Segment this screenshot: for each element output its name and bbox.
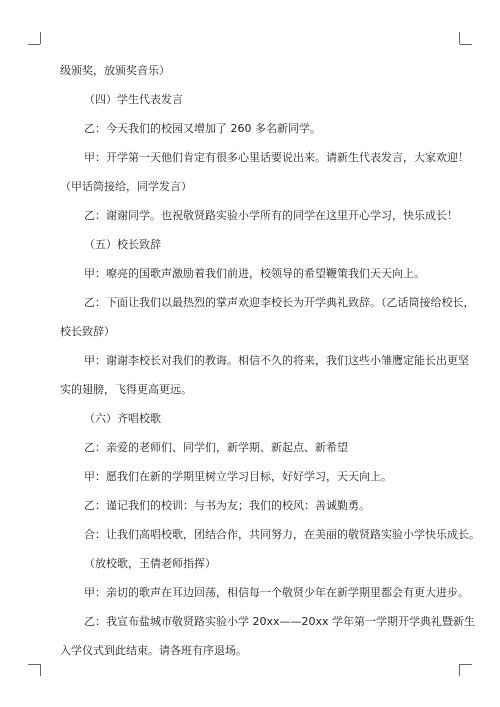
- text-line: 合：让我们高唱校歌，团结合作，共同努力，在美丽的敬贤路实验小学快乐成长。: [84, 528, 480, 541]
- section-heading: （四）学生代表发言: [84, 93, 183, 106]
- text-line: 乙：谨记我们的校训：与书为友；我们的校风：善诚勤勇。: [84, 499, 370, 512]
- text-line: 甲：开学第一天他们肯定有很多心里话要说出来。请新生代表发言，大家欢迎！: [84, 151, 469, 164]
- text-line: 甲：谢谢李校长对我们的教诲。相信不久的将来，我们这些小雏鹰定能长出更坚: [84, 354, 469, 367]
- text-line: 实的翅膀，飞得更高更远。: [60, 383, 192, 396]
- text-line: 乙：今天我们的校园又增加了 260 多名新同学。: [84, 122, 321, 135]
- text-line: 甲：嘹亮的国歌声激励着我们前进，校领导的希望鞭策我们天天向上。: [84, 267, 425, 280]
- text-line: 乙：亲爱的老师们、同学们，新学期、新起点、新希望: [84, 441, 348, 454]
- section-heading: （五）校长致辞: [84, 238, 161, 251]
- section-heading: （六）齐唱校歌: [84, 412, 161, 425]
- text-line: 校长致辞）: [60, 325, 115, 338]
- text-line: 甲：愿我们在新的学期里树立学习目标，好好学习，天天向上。: [84, 470, 392, 483]
- text-line: 级颁奖，放颁奖音乐）: [60, 64, 170, 77]
- text-line: （甲话筒接给，同学发言）: [60, 180, 192, 193]
- text-line: 入学仪式到此结束。请各班有序退场。: [60, 644, 247, 657]
- text-line: 乙：我宣布盐城市敬贤路实验小学 20xx——20xx 学年第一学期开学典礼暨新生: [84, 615, 476, 628]
- text-line: （放校歌，王倩老师指挥）: [84, 557, 216, 570]
- text-line: 乙：下面让我们以最热烈的掌声欢迎李校长为开学典礼致辞。（乙话筒接给校长，: [84, 296, 475, 309]
- text-line: 乙：谢谢同学。也祝敬贤路实验小学所有的同学在这里开心学习，快乐成长！: [84, 209, 458, 222]
- text-line: 甲：亲切的歌声在耳边回荡，相信每一个敬贤少年在新学期里都会有更大进步。: [84, 586, 469, 599]
